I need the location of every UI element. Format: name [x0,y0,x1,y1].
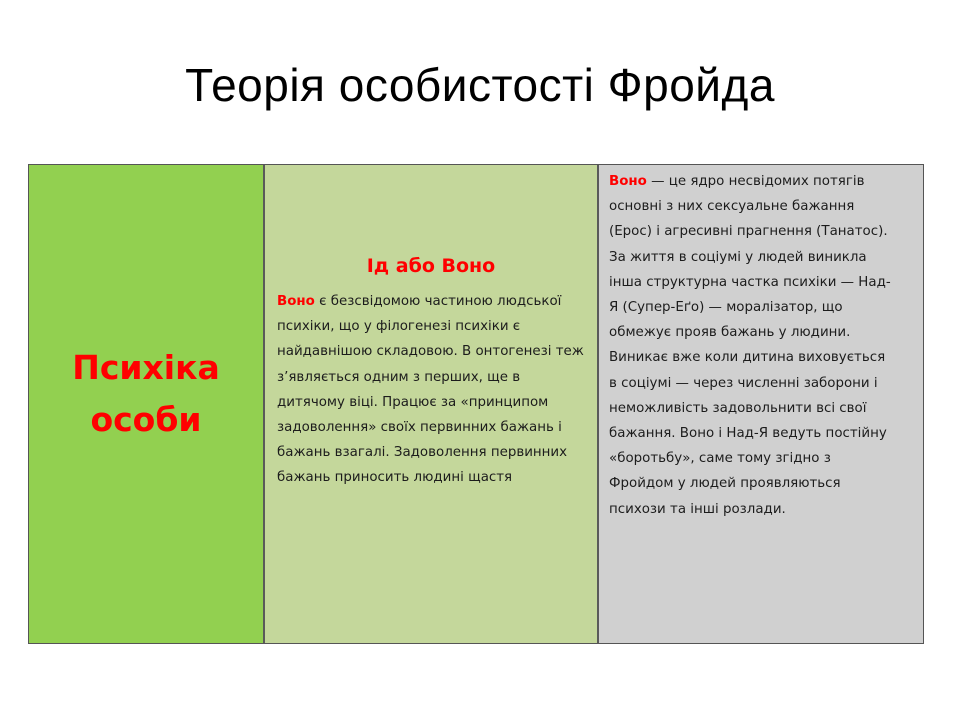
id-heading: Ід або Воно [366,255,496,277]
id-explanation [609,169,895,522]
psyche-label [72,342,220,446]
explanation-text: — це ядро несвідомих потягів основні з них сексуальне бажання (Ерос) і агресивні прагнення (Танатос). За життя в соціумі у людей виникла інша структурна частка психіки — Над-Я (Супер-Еґо) — моралізатор, що обмежує прояв бажань у людини. Виникає вже коли дитина виховується в соціумі — через численні заборони і неможливість задовольнити всі свої бажання. Воно і Над-Я ведуть постійну «боротьбу», саме тому згідно з Фройдом у людей проявляються психози та інші розлади. [609,174,891,517]
id-description-text: є безсвідомою частиною людської психіки, що у філогенезі психіки є найдавнішою складовою. В онтогенезі теж з’являється одним з перших, ще в дитячому віці. Працює за «принципом задоволення» своїх первинних бажань і бажань взагалі. Задоволення первинних бажань приносить людині щастя [277,294,584,486]
psyche-label-line2: особи [90,400,202,439]
id-explanation-column [599,165,923,643]
id-description [277,289,589,491]
psyche-label-line1: Психіка [72,348,220,387]
slide-title: Теорія особистості Фройда [185,59,775,111]
psyche-column [29,165,265,643]
explanation-keyword: Воно [609,174,647,189]
content-table [28,164,924,644]
id-keyword: Воно [277,294,315,309]
id-column [265,165,599,643]
